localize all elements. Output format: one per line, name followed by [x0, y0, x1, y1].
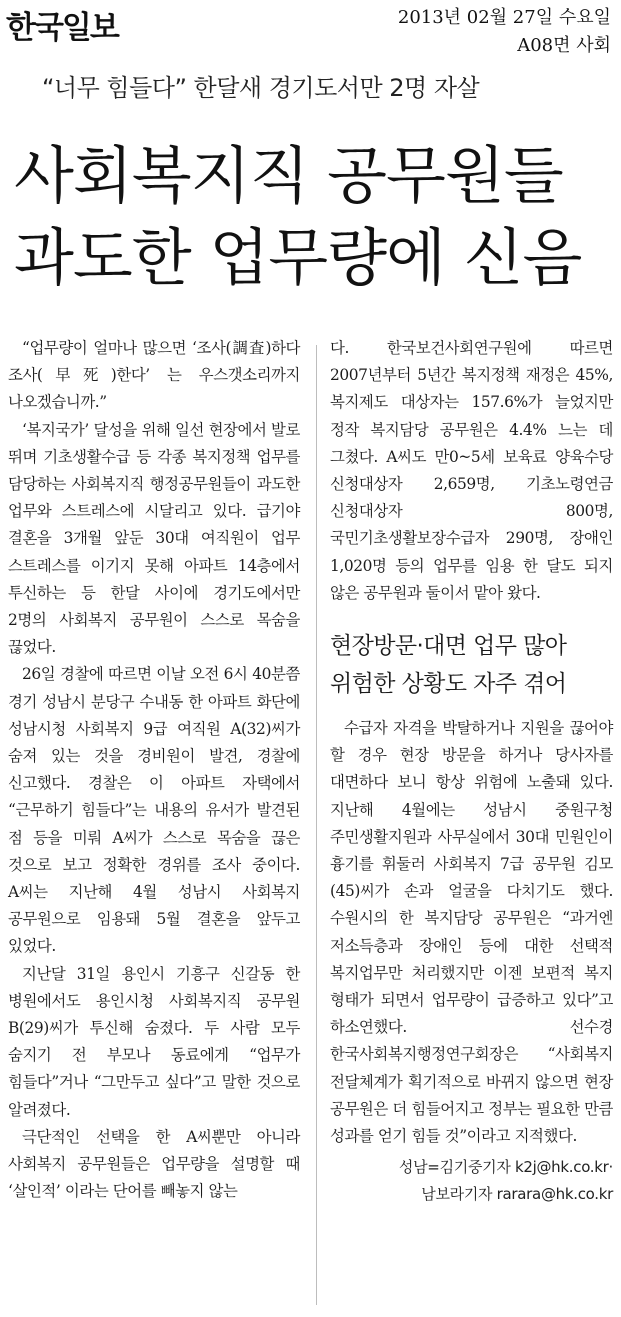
article-kicker: “너무 힘들다” 한달새 경기도서만 2명 자살 [42, 74, 480, 102]
body-paragraph: 다. 한국보건사회연구원에 따르면 2007년부터 5년간 복지정책 재정은 45%, 복지제도 대상자는 157.6%가 늘었지만 정작 복지담당 공무원은 4.4% 느는 데 그쳤다. A씨도 만0~5세 보육료 양육수당 신청대상자 2,659명, 기초노령연금 신청대상자 800명, 국민기초생활보장수급자 290명, 장애인 1,020명 등의 업무를 임용 한 달도 되지 않은 공무원과 둘이서 맡아 왔다. [330, 339, 613, 602]
publication-date: 2013년 02월 27일 수요일 [397, 7, 611, 28]
subheading [330, 629, 613, 701]
body-paragraph: 수급자 자격을 박탈하거나 지원을 끊어야 할 경우 현장 방문을 하거나 당사자를 대면하다 보니 항상 위험에 노출돼 있다. 지난해 4월에는 성남시 중원구청 주민생활지원과 사무실에서 30대 민원인이 흉기를 휘둘러 사회복지 7급 공무원 김모(45)씨가 손과 얼굴을 다치기도 했다. 수원시의 한 복지담당 공무원은 “과거엔 저소득층과 장애인 등에 대한 선택적 복지업무만 처리했지만 이젠 보편적 복지 형태가 되면서 업무량이 급증하고 있다”고 하소연했다. 선수경 한국사회복지행정연구회장은 “사회복지 전달체계가 획기적으로 바뀌지 않으면 현장 공무원은 더 힘들어지고 정부는 필요한 만큼 성과를 얻기 힘들 것”이라고 지적했다. [330, 719, 613, 1146]
newspaper-logo: 한국일보 [6, 10, 118, 46]
page-section: A08면 사회 [517, 35, 611, 56]
body-paragraph: “업무량이 얼마나 많으면 ‘조사(調査)하다 조사(早死)한다’ 는 우스갯소리까지 나오겠습니까.” [8, 339, 300, 412]
body-paragraph: ‘복지국가’ 달성을 위해 일선 현장에서 발로 뛰며 기초생활수급 등 각종 복지정책 업무를 담당하는 사회복지직 행정공무원들이 과도한 업무와 스트레스에 시달리고 있다. 급기야 결혼을 3개월 앞둔 30대 여직원이 업무 스트레스를 이기지 못해 아파트 14층에서 투신하는 등 한달 사이에 경기도에서만 2명의 사회복지 공무원이 스스로 목숨을 끊었다. [8, 420, 300, 657]
subheading-line-2: 위험한 상황도 자주 겪어 [330, 671, 567, 698]
headline-line-1: 사회복지직 공무원들 [14, 139, 563, 212]
article-column-right [330, 335, 613, 1208]
masthead [0, 0, 621, 66]
body-paragraph: 극단적인 선택을 한 A씨뿐만 아니라 사회복지 공무원들은 업무량을 설명할 때 ‘살인적’ 이라는 단어를 빼놓지 않는 [8, 1127, 300, 1201]
column-divider [316, 345, 317, 1305]
body-paragraph: 지난달 31일 용인시 기흥구 신갈동 한 병원에서도 용인시청 사회복지직 공무원 B(29)씨가 투신해 숨졌다. 두 사람 모두 숨지기 전 부모나 동료에게 “업무가 힘들다”거나 “그만두고 싶다”고 말한 것으로 알려졌다. [8, 964, 300, 1119]
body-paragraph: 26일 경찰에 따르면 이날 오전 6시 40분쯤 경기 성남시 분당구 수내동 한 아파트 화단에 성남시청 사회복지 9급 여직원 A(32)씨가 숨져 있는 것을 경비원이 발견, 경찰에 신고했다. 경찰은 이 아파트 자택에서 “근무하기 힘들다”는 내용의 유서가 발견된 점 등을 미뤄 A씨가 스스로 목숨을 끊은 것으로 보고 정확한 경위를 조사 중이다. A씨는 지난해 4월 성남시 사회복지 공무원으로 임용돼 5월 결혼을 앞두고 있었다. [8, 665, 300, 956]
subheading-line-1: 현장방문·대면 업무 많아 [330, 633, 567, 660]
article-column-left [8, 335, 300, 1206]
byline-line-1: 성남=김기중기자 k2j@hk.co.kr· [398, 1158, 613, 1177]
headline-line-2: 과도한 업무량에 신음 [14, 221, 582, 294]
byline-line-2: 남보라기자 rarara@hk.co.kr [421, 1185, 613, 1204]
